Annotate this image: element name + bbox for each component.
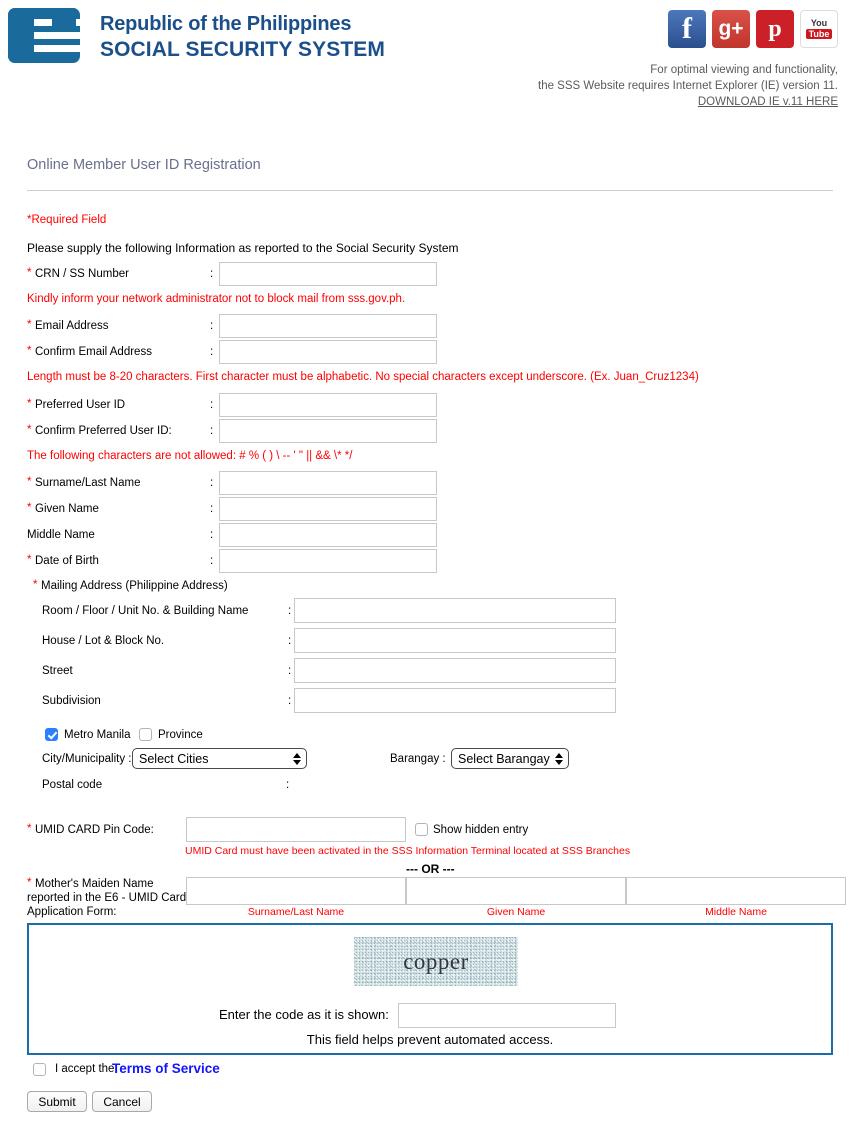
captcha-prompt-label: Enter the code as it is shown:	[219, 1007, 389, 1022]
confirm-email-colon: :	[210, 346, 214, 358]
youtube-icon[interactable]	[800, 10, 838, 48]
address-row-label-0: Room / Floor / Unit No. & Building Name	[42, 605, 249, 617]
facebook-icon[interactable]	[668, 10, 706, 48]
captcha-image	[354, 937, 518, 986]
given-name-colon: :	[210, 503, 214, 515]
address-row-label-1: House / Lot & Block No.	[42, 635, 165, 647]
pinterest-icon[interactable]	[756, 10, 794, 48]
maiden-column-caption-1: Given Name	[486, 906, 546, 918]
address-subdivision-input[interactable]	[294, 688, 616, 713]
umid-pin-label: UMID CARD Pin Code:	[35, 824, 154, 836]
required-field-note: *Required Field	[27, 214, 107, 226]
umid-pin-required-asterisk: *	[27, 823, 32, 835]
email-colon: :	[210, 320, 214, 332]
middle-name-input[interactable]	[219, 523, 437, 547]
crn-colon: :	[210, 268, 214, 280]
user-id-colon: :	[210, 399, 214, 411]
user-id-required-asterisk: *	[27, 398, 32, 410]
address-row-colon-2: :	[288, 665, 292, 677]
address-row-label-2: Street	[42, 665, 73, 677]
youtube-glyph-top: You	[810, 18, 828, 28]
crn-required-asterisk: *	[27, 267, 32, 279]
maiden-column-caption-2: Middle Name	[705, 906, 767, 918]
middle-name-label: Middle Name	[27, 529, 95, 541]
date-of-birth-required-asterisk: *	[27, 554, 32, 566]
postal-code-label: Postal code	[42, 779, 103, 791]
maiden-name-label-line2: reported in the E6 - UMID Card	[27, 892, 187, 904]
show-hidden-entry-checkbox[interactable]	[415, 823, 428, 836]
maiden-name-label-line3: Application Form:	[27, 906, 117, 918]
email-label: Email Address	[35, 320, 109, 332]
address-row-label-3: Subdivision	[42, 695, 101, 707]
confirm-user-id-colon: :	[210, 425, 214, 437]
crn-label: CRN / SS Number	[35, 268, 129, 280]
mail-block-note: Kindly inform your network administrator not to block mail from sss.gov.ph.	[27, 293, 406, 305]
agency-line-1: Republic of the Philippines	[100, 13, 352, 35]
pinterest-glyph: p	[768, 15, 782, 42]
city-municipality-select[interactable]	[132, 748, 307, 769]
barangay-select[interactable]	[451, 748, 569, 769]
accept-terms-checkbox[interactable]	[33, 1063, 46, 1076]
address-room-floor-input[interactable]	[294, 598, 616, 623]
userid-rules-note: Length must be 8-20 characters. First character must be alphabetic. No special characters except underscore. (Ex. Juan_Cruz1234)	[27, 371, 699, 383]
captcha-help-text: This field helps prevent automated access.	[306, 1032, 554, 1047]
confirm-user-id-input[interactable]	[219, 419, 437, 443]
email-required-asterisk: *	[27, 319, 32, 331]
user-id-label: Preferred User ID	[35, 399, 126, 411]
form-instruction: Please supply the following Information as reported to the Social Security System	[27, 241, 459, 255]
browser-requirement-note	[538, 62, 838, 110]
surname-required-asterisk: *	[27, 476, 32, 488]
browser-note-line-1: For optimal viewing and functionality,	[650, 64, 838, 76]
address-street-input[interactable]	[294, 658, 616, 683]
browser-note-line-2: the SSS Website requires Internet Explorer (IE) version 11.	[538, 80, 838, 92]
email-input[interactable]	[219, 314, 437, 338]
address-house-lot-input[interactable]	[294, 628, 616, 653]
metro-manila-checkbox[interactable]	[45, 728, 58, 741]
maiden-column-caption-0: Surname/Last Name	[247, 906, 345, 918]
mailing-address-section-label: Mailing Address (Philippine Address)	[41, 580, 228, 592]
umid-pin-input[interactable]	[186, 817, 406, 842]
page-title: Online Member User ID Registration	[27, 157, 261, 173]
maiden-name-required-asterisk: *	[27, 877, 32, 889]
agency-branding	[100, 12, 385, 62]
maiden-surname-input[interactable]	[186, 877, 406, 905]
given-name-required-asterisk: *	[27, 502, 32, 514]
crn-input[interactable]	[219, 262, 437, 286]
maiden-given-name-input[interactable]	[406, 877, 626, 905]
surname-label: Surname/Last Name	[35, 477, 141, 489]
captcha-input[interactable]	[398, 1003, 616, 1028]
submit-button[interactable]: Submit	[27, 1091, 87, 1112]
metro-manila-label: Metro Manila	[64, 729, 131, 741]
province-label: Province	[158, 729, 203, 741]
captcha-code-text: copper	[403, 948, 469, 974]
chevron-updown-icon	[293, 753, 301, 765]
accept-terms-label: I accept the	[55, 1063, 115, 1075]
address-row-colon-3: :	[288, 695, 292, 707]
date-of-birth-label: Date of Birth	[35, 555, 99, 567]
city-municipality-label: City/Municipality :	[42, 753, 132, 765]
agency-line-2: SOCIAL SECURITY SYSTEM	[100, 38, 385, 61]
cancel-button[interactable]: Cancel	[92, 1091, 152, 1112]
barangay-label: Barangay :	[390, 753, 446, 765]
maiden-middle-name-input[interactable]	[626, 877, 846, 905]
barangay-selected: Select Barangay	[458, 751, 550, 766]
confirm-user-id-required-asterisk: *	[27, 424, 32, 436]
google-plus-icon[interactable]	[712, 10, 750, 48]
disallowed-chars-note: The following characters are not allowed: # % ( ) \ -- ' " || && \* */	[27, 450, 353, 462]
download-ie-link[interactable]: DOWNLOAD IE v.11 HERE	[697, 96, 838, 108]
surname-colon: :	[210, 477, 214, 489]
given-name-input[interactable]	[219, 497, 437, 521]
middle-name-colon: :	[210, 529, 214, 541]
mailing-address-required-asterisk: *	[33, 579, 38, 591]
or-divider-label: --- OR ---	[406, 862, 455, 876]
date-of-birth-input[interactable]	[219, 549, 437, 573]
surname-input[interactable]	[219, 471, 437, 495]
umid-activation-note: UMID Card must have been activated in the SSS Information Terminal located at SSS Branches	[185, 845, 631, 857]
maiden-name-label-line1: Mother's Maiden Name	[35, 878, 154, 890]
confirm-email-input[interactable]	[219, 340, 437, 364]
address-row-colon-0: :	[288, 605, 292, 617]
terms-of-service-link[interactable]: Terms of Service	[112, 1061, 220, 1076]
date-of-birth-colon: :	[210, 555, 214, 567]
confirm-user-id-label: Confirm Preferred User ID:	[35, 425, 172, 437]
city-municipality-selected: Select Cities	[139, 751, 209, 766]
show-hidden-entry-label: Show hidden entry	[433, 824, 529, 836]
youtube-glyph-bottom: Tube	[806, 29, 833, 39]
google-plus-glyph: g+	[718, 17, 744, 40]
site-header	[0, 0, 860, 120]
given-name-label: Given Name	[35, 503, 99, 515]
confirm-email-label: Confirm Email Address	[35, 346, 152, 358]
sss-logo-icon	[8, 8, 80, 63]
chevron-updown-icon	[555, 753, 563, 765]
social-links	[668, 10, 838, 48]
postal-code-colon: :	[286, 779, 290, 791]
confirm-email-required-asterisk: *	[27, 345, 32, 357]
title-divider	[27, 190, 833, 191]
user-id-input[interactable]	[219, 393, 437, 417]
province-checkbox[interactable]	[139, 728, 152, 741]
address-row-colon-1: :	[288, 635, 292, 647]
facebook-glyph: f	[682, 12, 692, 45]
